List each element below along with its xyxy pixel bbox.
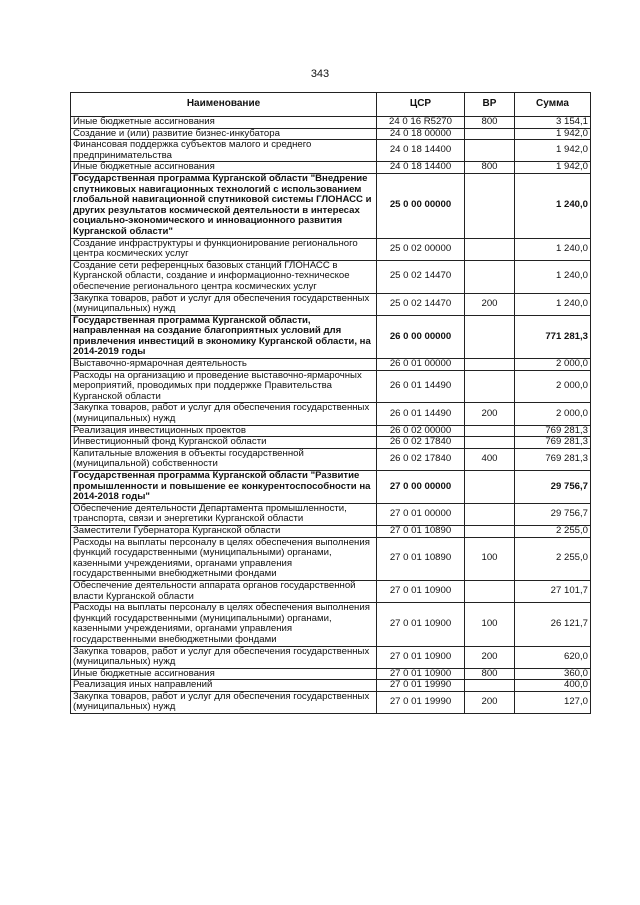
row-vr: 400 [465, 448, 515, 470]
header-vr: ВР [465, 93, 515, 117]
row-sum: 26 121,7 [515, 603, 591, 646]
table-row [71, 580, 591, 602]
row-name: Финансовая поддержка субъектов малого и среднего предпринимательства [71, 140, 377, 162]
row-sum: 127,0 [515, 691, 591, 713]
row-name: Закупка товаров, работ и услуг для обеспечения государственных (муниципальных) нужд [71, 293, 377, 315]
table-body [71, 117, 591, 714]
row-vr [465, 503, 515, 525]
row-csr: 27 0 01 19990 [377, 680, 465, 692]
table-header-row [71, 93, 591, 117]
row-sum: 29 756,7 [515, 503, 591, 525]
table-row [71, 370, 591, 403]
row-csr: 25 0 00 00000 [377, 173, 465, 238]
table-row [71, 117, 591, 129]
row-sum: 2 000,0 [515, 359, 591, 371]
row-csr: 26 0 02 17840 [377, 437, 465, 449]
table-row [71, 128, 591, 140]
table-row [71, 162, 591, 174]
row-sum: 2 255,0 [515, 537, 591, 580]
table-row [71, 238, 591, 260]
row-csr: 26 0 02 00000 [377, 425, 465, 437]
row-name: Государственная программа Курганской области "Развитие промышленности и повышение ее конкурентоспособности на 2014-2018 годы" [71, 471, 377, 504]
table-row [71, 668, 591, 680]
row-name: Государственная программа Курганской области "Внедрение спутниковых навигационных технологий с использованием глобальной навигационной спутниковой системы ГЛОНАСС и других результатов космической деятельности в интересах социально-экономического и инновационного развития Курганской области" [71, 173, 377, 238]
table-row [71, 140, 591, 162]
row-name: Иные бюджетные ассигнования [71, 162, 377, 174]
table-row [71, 525, 591, 537]
table-row [71, 691, 591, 713]
row-vr: 200 [465, 403, 515, 425]
row-sum: 1 942,0 [515, 128, 591, 140]
row-sum: 620,0 [515, 646, 591, 668]
row-vr: 200 [465, 646, 515, 668]
row-sum: 1 240,0 [515, 260, 591, 293]
header-name: Наименование [71, 93, 377, 117]
row-sum: 771 281,3 [515, 315, 591, 358]
row-csr: 27 0 01 10890 [377, 525, 465, 537]
row-name: Обеспечение деятельности аппарата органов государственной власти Курганской области [71, 580, 377, 602]
row-sum: 769 281,3 [515, 425, 591, 437]
row-sum: 27 101,7 [515, 580, 591, 602]
row-csr: 25 0 02 14470 [377, 260, 465, 293]
table-row [71, 603, 591, 646]
row-name: Реализация инвестиционных проектов [71, 425, 377, 437]
row-vr [465, 238, 515, 260]
row-csr: 27 0 01 00000 [377, 503, 465, 525]
row-name: Обеспечение деятельности Департамента промышленности, транспорта, связи и энергетики Курганской области [71, 503, 377, 525]
row-csr: 27 0 01 10900 [377, 580, 465, 602]
row-vr [465, 359, 515, 371]
row-name: Закупка товаров, работ и услуг для обеспечения государственных (муниципальных) нужд [71, 646, 377, 668]
row-csr: 27 0 01 10900 [377, 668, 465, 680]
row-name: Расходы на выплаты персоналу в целях обеспечения выполнения функций государственными (муниципальными) органами, казенными учреждениями, органами управления государственными внебюджетными фондами [71, 603, 377, 646]
row-name: Расходы на организацию и проведение выставочно-ярмарочных мероприятий, проводимых при поддержке Правительства Курганской области [71, 370, 377, 403]
table-row [71, 260, 591, 293]
page-number: 343 [310, 68, 330, 80]
row-sum: 1 942,0 [515, 140, 591, 162]
row-vr [465, 173, 515, 238]
row-name: Закупка товаров, работ и услуг для обеспечения государственных (муниципальных) нужд [71, 403, 377, 425]
table-row [71, 173, 591, 238]
table-row [71, 315, 591, 358]
row-csr: 24 0 18 14400 [377, 140, 465, 162]
row-name: Инвестиционный фонд Курганской области [71, 437, 377, 449]
row-csr: 27 0 00 00000 [377, 471, 465, 504]
row-vr: 800 [465, 162, 515, 174]
row-sum: 29 756,7 [515, 471, 591, 504]
row-sum: 2 000,0 [515, 403, 591, 425]
header-csr: ЦСР [377, 93, 465, 117]
table-row [71, 537, 591, 580]
row-sum: 1 240,0 [515, 238, 591, 260]
row-name: Расходы на выплаты персоналу в целях обеспечения выполнения функций государственными (муниципальными) органами, казенными учреждениями, органами управления государственными внебюджетными фондами [71, 537, 377, 580]
budget-table [70, 92, 591, 714]
row-sum: 769 281,3 [515, 448, 591, 470]
row-vr: 800 [465, 668, 515, 680]
row-csr: 26 0 02 17840 [377, 448, 465, 470]
row-vr [465, 425, 515, 437]
table-row [71, 680, 591, 692]
table-row [71, 359, 591, 371]
row-csr: 26 0 01 14490 [377, 403, 465, 425]
row-sum: 360,0 [515, 668, 591, 680]
table-row [71, 503, 591, 525]
row-sum: 769 281,3 [515, 437, 591, 449]
row-name: Выставочно-ярмарочная деятельность [71, 359, 377, 371]
table-row [71, 448, 591, 470]
row-vr [465, 370, 515, 403]
row-sum: 1 942,0 [515, 162, 591, 174]
row-csr: 27 0 01 10900 [377, 603, 465, 646]
table-row [71, 403, 591, 425]
row-vr [465, 680, 515, 692]
row-vr [465, 471, 515, 504]
row-vr [465, 315, 515, 358]
row-sum: 1 240,0 [515, 293, 591, 315]
row-name: Создание и (или) развитие бизнес-инкубатора [71, 128, 377, 140]
row-name: Создание инфраструктуры и функционирование регионального центра космических услуг [71, 238, 377, 260]
table-row [71, 425, 591, 437]
header-sum: Сумма [515, 93, 591, 117]
row-vr [465, 525, 515, 537]
row-csr: 25 0 02 14470 [377, 293, 465, 315]
row-name: Создание сети референцных базовых станций ГЛОНАСС в Курганской области, создание и информационно-техническое обеспечение регионального центра космических услуг [71, 260, 377, 293]
row-vr [465, 128, 515, 140]
row-vr [465, 140, 515, 162]
table-row [71, 471, 591, 504]
table-row [71, 293, 591, 315]
row-name: Иные бюджетные ассигнования [71, 117, 377, 129]
row-name: Государственная программа Курганской области, направленная на создание благоприятных условий для привлечения инвестиций в экономику Курганской области, на 2014-2019 годы [71, 315, 377, 358]
row-csr: 24 0 18 14400 [377, 162, 465, 174]
row-vr: 200 [465, 691, 515, 713]
row-sum: 1 240,0 [515, 173, 591, 238]
row-csr: 25 0 02 00000 [377, 238, 465, 260]
row-vr: 800 [465, 117, 515, 129]
row-csr: 26 0 01 00000 [377, 359, 465, 371]
row-name: Капитальные вложения в объекты государственной (муниципальной) собственности [71, 448, 377, 470]
row-vr [465, 580, 515, 602]
row-csr: 27 0 01 10900 [377, 646, 465, 668]
row-vr [465, 260, 515, 293]
table-row [71, 646, 591, 668]
row-name: Иные бюджетные ассигнования [71, 668, 377, 680]
row-csr: 26 0 00 00000 [377, 315, 465, 358]
row-csr: 24 0 18 00000 [377, 128, 465, 140]
row-vr: 200 [465, 293, 515, 315]
row-sum: 2 255,0 [515, 525, 591, 537]
row-name: Закупка товаров, работ и услуг для обеспечения государственных (муниципальных) нужд [71, 691, 377, 713]
row-csr: 27 0 01 19990 [377, 691, 465, 713]
row-sum: 2 000,0 [515, 370, 591, 403]
row-sum: 400,0 [515, 680, 591, 692]
row-sum: 3 154,1 [515, 117, 591, 129]
row-vr: 100 [465, 603, 515, 646]
table-row [71, 437, 591, 449]
row-csr: 24 0 16 R5270 [377, 117, 465, 129]
row-csr: 27 0 01 10890 [377, 537, 465, 580]
row-vr [465, 437, 515, 449]
row-name: Реализация иных направлений [71, 680, 377, 692]
row-name: Заместители Губернатора Курганской области [71, 525, 377, 537]
row-vr: 100 [465, 537, 515, 580]
row-csr: 26 0 01 14490 [377, 370, 465, 403]
